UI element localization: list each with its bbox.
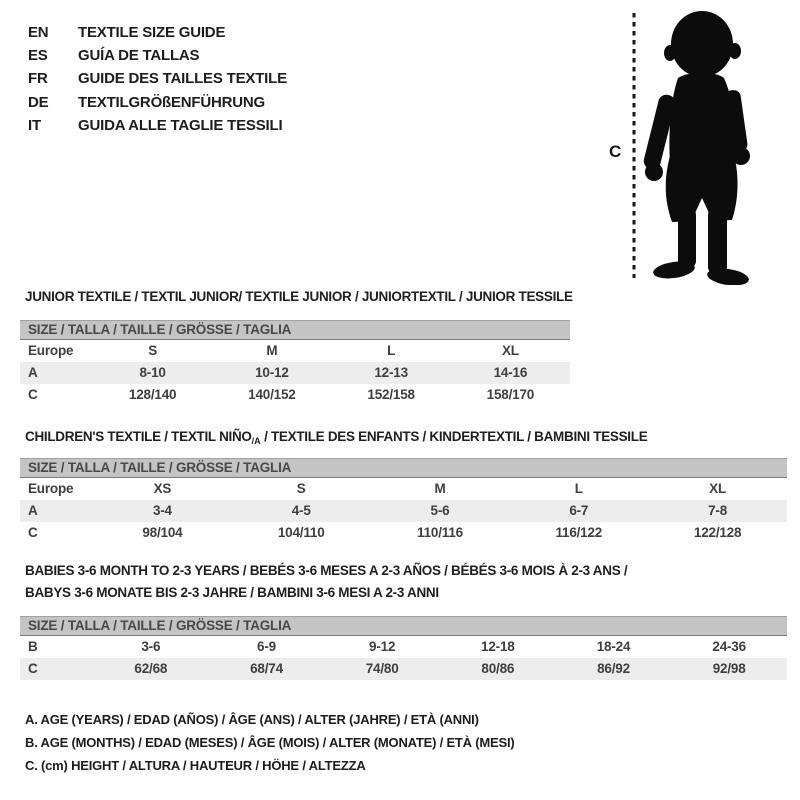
size-cell: M bbox=[266, 343, 278, 358]
table-row bbox=[20, 522, 787, 544]
value-cell: 152/158 bbox=[367, 387, 415, 402]
row-label: B bbox=[28, 639, 38, 654]
language-code: IT bbox=[28, 116, 41, 134]
size-cell: M bbox=[434, 481, 446, 496]
value-cell: 158/170 bbox=[486, 387, 535, 402]
table-row bbox=[20, 478, 787, 500]
height-measure-label: C bbox=[609, 142, 622, 161]
value-cell: 62/68 bbox=[134, 661, 168, 676]
babies-section-title-line1: BABIES 3-6 MONTH TO 2-3 YEARS / BEBÉS 3-6 MESES A 2-3 AÑOS / BÉBÉS 3-6 MOIS À 2-3 ANS / bbox=[25, 563, 628, 578]
children-title-suffix: / TEXTILE DES ENFANTS / KINDERTEXTIL / BAMBINI TESSILE bbox=[260, 429, 648, 444]
guide-title: TEXTILE SIZE GUIDE bbox=[78, 24, 226, 41]
guide-title: TEXTILGRÖßENFÜHRUNG bbox=[78, 93, 266, 111]
value-cell: 12-13 bbox=[374, 365, 408, 380]
value-cell: 110/116 bbox=[417, 525, 463, 540]
junior-size-table bbox=[20, 320, 570, 406]
language-row-de bbox=[28, 91, 287, 114]
baby-silhouette bbox=[642, 11, 750, 285]
value-cell: 18-24 bbox=[596, 639, 631, 654]
children-section-title bbox=[25, 429, 647, 446]
value-cell: 24-36 bbox=[712, 639, 746, 654]
language-row-it bbox=[28, 114, 287, 137]
size-cell: L bbox=[387, 343, 396, 358]
value-cell: 3-4 bbox=[152, 503, 172, 518]
guide-title: GUIDA ALLE TAGLIE TESSILI bbox=[78, 116, 283, 134]
row-label: C bbox=[28, 387, 38, 402]
value-cell: 3-6 bbox=[141, 639, 161, 654]
value-cell: 86/92 bbox=[597, 661, 630, 676]
babies-size-table bbox=[20, 616, 787, 680]
value-cell: 122/128 bbox=[693, 525, 742, 540]
size-table-header: SIZE / TALLA / TAILLE / GRÖSSE / TAGLIA bbox=[20, 616, 787, 636]
value-cell: 116/122 bbox=[555, 525, 603, 540]
footnote-legend bbox=[25, 708, 515, 777]
value-cell: 5-6 bbox=[430, 503, 450, 518]
language-code: DE bbox=[28, 93, 49, 111]
value-cell: 6-7 bbox=[569, 503, 589, 518]
size-cell: L bbox=[574, 481, 583, 496]
row-label: Europe bbox=[28, 481, 74, 496]
footnote-c: C. (cm) HEIGHT / ALTURA / HAUTEUR / HÖHE / ALTEZZA bbox=[25, 758, 366, 773]
size-table-header: SIZE / TALLA / TAILLE / GRÖSSE / TAGLIA bbox=[20, 458, 787, 478]
language-row-en bbox=[28, 21, 287, 44]
table-row bbox=[20, 500, 787, 522]
table-row bbox=[20, 658, 787, 680]
size-cell: S bbox=[148, 343, 158, 358]
value-cell: 92/98 bbox=[712, 661, 746, 676]
value-cell: 10-12 bbox=[255, 365, 289, 380]
size-cell: S bbox=[296, 481, 306, 496]
value-cell: 14-16 bbox=[493, 365, 528, 380]
size-cell: XS bbox=[153, 481, 172, 496]
row-label: C bbox=[28, 525, 38, 540]
value-cell: 12-18 bbox=[481, 639, 515, 654]
value-cell: 80/86 bbox=[481, 661, 515, 676]
size-cell: XL bbox=[709, 481, 727, 496]
junior-section-title: JUNIOR TEXTILE / TEXTIL JUNIOR/ TEXTILE JUNIOR / JUNIORTEXTIL / JUNIOR TESSILE bbox=[25, 289, 573, 304]
guide-title: GUIDE DES TAILLES TEXTILE bbox=[78, 70, 287, 88]
children-title-prefix: CHILDREN'S TEXTILE / TEXTIL NIÑO bbox=[25, 429, 252, 444]
language-code: EN bbox=[28, 24, 49, 41]
value-cell: 8-10 bbox=[139, 365, 166, 380]
value-cell: 7-8 bbox=[708, 503, 728, 518]
language-row-es bbox=[28, 44, 287, 67]
row-label: A bbox=[28, 365, 38, 380]
language-code: ES bbox=[28, 47, 48, 65]
value-cell: 68/74 bbox=[250, 661, 283, 676]
baby-silhouette-icon bbox=[628, 8, 767, 285]
row-label: Europe bbox=[28, 343, 74, 358]
value-cell: 9-12 bbox=[369, 639, 396, 654]
table-row bbox=[20, 362, 570, 384]
table-row bbox=[20, 636, 787, 658]
babies-section-title-line2: BABYS 3-6 MONATE BIS 2-3 JAHRE / BAMBINI 3-6 MESI A 2-3 ANNI bbox=[25, 585, 439, 600]
children-size-table bbox=[20, 458, 787, 544]
value-cell: 6-9 bbox=[257, 639, 276, 654]
size-cell: XL bbox=[501, 343, 519, 358]
row-label: C bbox=[28, 661, 38, 676]
footnote-a: A. AGE (YEARS) / EDAD (AÑOS) / ÂGE (ANS) / ALTER (JAHRE) / ETÀ (ANNI) bbox=[25, 712, 479, 727]
language-title-list bbox=[28, 21, 287, 137]
value-cell: 104/110 bbox=[277, 525, 325, 540]
value-cell: 74/80 bbox=[365, 661, 399, 676]
value-cell: 140/152 bbox=[248, 387, 296, 402]
size-table-header: SIZE / TALLA / TAILLE / GRÖSSE / TAGLIA bbox=[20, 320, 570, 340]
value-cell: 98/104 bbox=[142, 525, 183, 540]
value-cell: 4-5 bbox=[291, 503, 311, 518]
children-title-subscript: /A bbox=[251, 436, 261, 446]
table-row bbox=[20, 340, 570, 362]
language-row-fr bbox=[28, 67, 287, 90]
footnote-b: B. AGE (MONTHS) / EDAD (MESES) / ÂGE (MOIS) / ALTER (MONATE) / ETÀ (MESI) bbox=[25, 735, 515, 750]
row-label: A bbox=[28, 503, 38, 518]
value-cell: 128/140 bbox=[128, 387, 177, 402]
table-row bbox=[20, 384, 570, 406]
guide-title: GUÍA DE TALLAS bbox=[78, 47, 200, 65]
language-code: FR bbox=[28, 70, 48, 88]
